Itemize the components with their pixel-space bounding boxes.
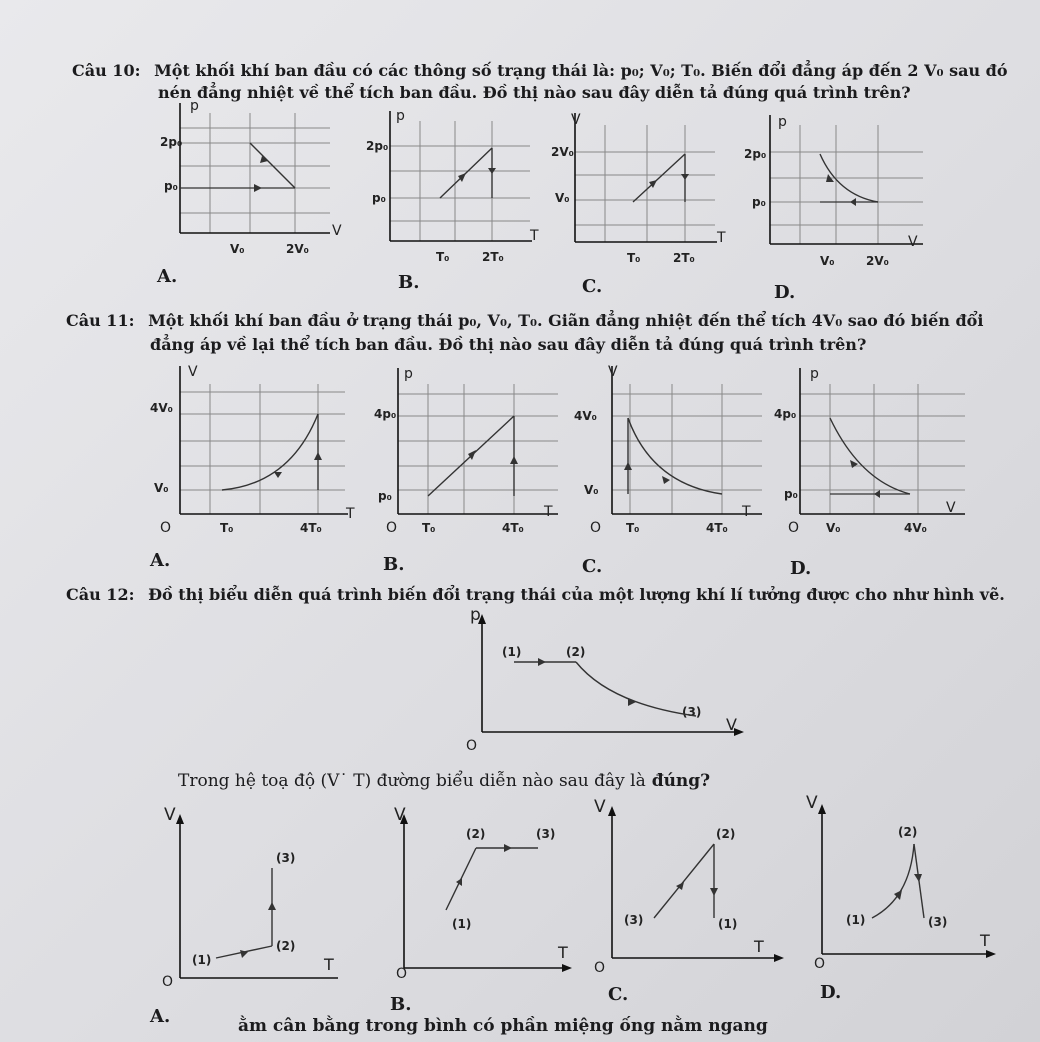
y-axis-label: p: [778, 114, 787, 130]
y-axis-label: V: [571, 112, 581, 128]
origin-label: O: [788, 520, 800, 536]
q11-graph-d: [770, 366, 980, 546]
origin-label: O: [590, 520, 602, 536]
x-axis-label: T: [324, 955, 334, 974]
x-axis-label: V: [332, 223, 342, 239]
y-tick: 2p₀: [744, 147, 767, 161]
q10-text: [72, 60, 1008, 82]
state-3-label: (3): [682, 705, 702, 719]
state-1-label: (1): [846, 913, 866, 927]
state-2-label: (2): [566, 645, 586, 659]
y-tick: 2p₀: [160, 135, 183, 149]
x-axis-label: V: [726, 715, 737, 734]
x-tick: 2V₀: [866, 254, 889, 268]
q10-option-a[interactable]: A.: [157, 266, 178, 287]
y-tick: p₀: [752, 195, 766, 209]
y-tick: V₀: [584, 483, 599, 497]
x-axis-label: T: [530, 228, 539, 244]
x-tick: 4T₀: [502, 521, 524, 535]
q12-line1: Đồ thị biểu diễn quá trình biến đổi trạng thái của một lượng khí lí tưởng được cho như hình vẽ.: [148, 585, 1005, 604]
q10-line2: nén đẳng nhiệt về thể tích ban đầu. Đồ thị nào sau đây diễn tả đúng quá trình trên?: [158, 83, 911, 102]
origin-label: O: [594, 960, 606, 976]
q12-graph-c: [590, 797, 790, 980]
y-axis-label: V: [608, 364, 618, 380]
x-axis-label: T: [717, 230, 726, 246]
y-tick: 2p₀: [366, 139, 389, 153]
x-tick: 4T₀: [706, 521, 728, 535]
q12-main-graph: [460, 604, 750, 754]
x-axis-label: V: [908, 234, 918, 250]
state-1-label: (1): [718, 917, 738, 931]
q11-line2: đẳng áp về lại thể tích ban đầu. Đồ thị nào sau đây diễn tả đúng quá trình trên?: [150, 335, 867, 354]
q10-graph-d: [738, 110, 938, 270]
x-tick: V₀: [820, 254, 835, 268]
q11-option-c[interactable]: C.: [582, 556, 603, 577]
origin-label: O: [466, 738, 478, 754]
q10-option-b[interactable]: B.: [398, 272, 420, 293]
origin-label: O: [386, 520, 398, 536]
state-2-label: (2): [466, 827, 486, 841]
q12-graph-b: [382, 800, 582, 980]
state-2-label: (2): [276, 939, 296, 953]
y-axis-label: p: [396, 108, 405, 124]
x-axis-label: V: [946, 500, 956, 516]
x-axis-label: T: [980, 931, 990, 950]
x-tick: T₀: [436, 250, 450, 264]
q11-graph-b: [368, 366, 568, 546]
y-tick: p₀: [372, 191, 386, 205]
q12-option-d[interactable]: D.: [820, 982, 842, 1003]
y-tick: p₀: [164, 179, 178, 193]
x-axis-label: T: [742, 504, 751, 520]
q11-number: Câu 11:: [66, 311, 135, 330]
state-1-label: (1): [502, 645, 522, 659]
q10-number: Câu 10:: [72, 61, 141, 80]
y-tick: V₀: [555, 191, 570, 205]
origin-label: O: [160, 520, 172, 536]
y-axis-label: p: [470, 605, 481, 625]
y-tick: 4V₀: [574, 409, 597, 423]
q11-option-d[interactable]: D.: [790, 558, 812, 579]
state-1-label: (1): [452, 917, 472, 931]
q12-text: [66, 584, 1005, 606]
origin-label: O: [162, 974, 174, 990]
x-tick: T₀: [220, 521, 234, 535]
y-axis-label: V: [394, 805, 406, 825]
y-axis-label: V: [164, 805, 176, 825]
y-axis-label: V: [594, 797, 606, 817]
y-axis-label: V: [188, 364, 198, 380]
x-tick: T₀: [422, 521, 436, 535]
x-axis-label: T: [754, 937, 764, 956]
q12-option-b[interactable]: B.: [390, 994, 412, 1015]
q12-question-bold: đúng?: [651, 771, 711, 791]
x-axis-label: T: [544, 504, 553, 520]
x-tick: T₀: [627, 251, 641, 265]
state-2-label: (2): [898, 825, 918, 839]
y-axis-label: p: [190, 98, 199, 114]
q10-option-c[interactable]: C.: [582, 276, 603, 297]
x-tick: 2T₀: [482, 250, 504, 264]
state-1-label: (1): [192, 953, 212, 967]
y-tick: V₀: [154, 481, 169, 495]
q12-option-c[interactable]: C.: [608, 984, 629, 1005]
y-tick: 2V₀: [551, 145, 574, 159]
q11-graph-a: [150, 366, 360, 546]
x-tick: T₀: [626, 521, 640, 535]
y-axis-label: V: [806, 793, 818, 813]
y-tick: p₀: [378, 489, 392, 503]
cutoff-text: ằm cân bằng trong bình có phần miệng ống nằm ngang: [238, 1016, 768, 1036]
q11-option-b[interactable]: B.: [383, 554, 405, 575]
x-tick: V₀: [826, 521, 841, 535]
q12-graph-d: [800, 790, 1000, 970]
y-axis-label: p: [810, 366, 819, 382]
q10-graph-a: [150, 98, 350, 268]
x-tick: V₀: [230, 242, 245, 256]
x-tick: 2V₀: [286, 242, 309, 256]
origin-label: O: [814, 956, 826, 972]
q10-option-d[interactable]: D.: [774, 282, 796, 303]
state-3-label: (3): [536, 827, 556, 841]
q11-option-a[interactable]: A.: [150, 550, 171, 571]
y-tick: 4p₀: [774, 407, 797, 421]
y-tick: p₀: [784, 487, 798, 501]
x-tick: 4T₀: [300, 521, 322, 535]
x-axis-label: T: [346, 506, 355, 522]
q12-question: [178, 770, 710, 792]
x-tick: 2T₀: [673, 251, 695, 265]
q10-graph-c: [545, 110, 735, 270]
y-tick: 4p₀: [374, 407, 397, 421]
x-axis-label: T: [558, 943, 568, 962]
origin-label: O: [396, 966, 408, 982]
y-tick: 4V₀: [150, 401, 173, 415]
q11-graph-c: [574, 364, 772, 546]
q10-graph-b: [360, 106, 550, 266]
q10-line1: Một khối khí ban đầu có các thông số trạng thái là: p₀; V₀; T₀. Biến đổi đẳng áp đến 2 V₀ sau đó: [154, 61, 1008, 80]
y-axis-label: p: [404, 366, 413, 382]
q11-text: [66, 310, 983, 332]
state-3-label: (3): [624, 913, 644, 927]
q12-graph-a: [158, 800, 348, 1000]
state-3-label: (3): [928, 915, 948, 929]
q12-option-a[interactable]: A.: [150, 1006, 171, 1027]
q11-line1: Một khối khí ban đầu ở trạng thái p₀, V₀, T₀. Giãn đẳng nhiệt đến thể tích 4V₀ sao đó biến đổi: [148, 311, 984, 330]
x-tick: 4V₀: [904, 521, 927, 535]
q12-question-text: Trong hệ toạ độ (V˙ T) đường biểu diễn nào sau đây là: [178, 771, 646, 791]
state-2-label: (2): [716, 827, 736, 841]
q12-number: Câu 12:: [66, 585, 135, 604]
state-3-label: (3): [276, 851, 296, 865]
